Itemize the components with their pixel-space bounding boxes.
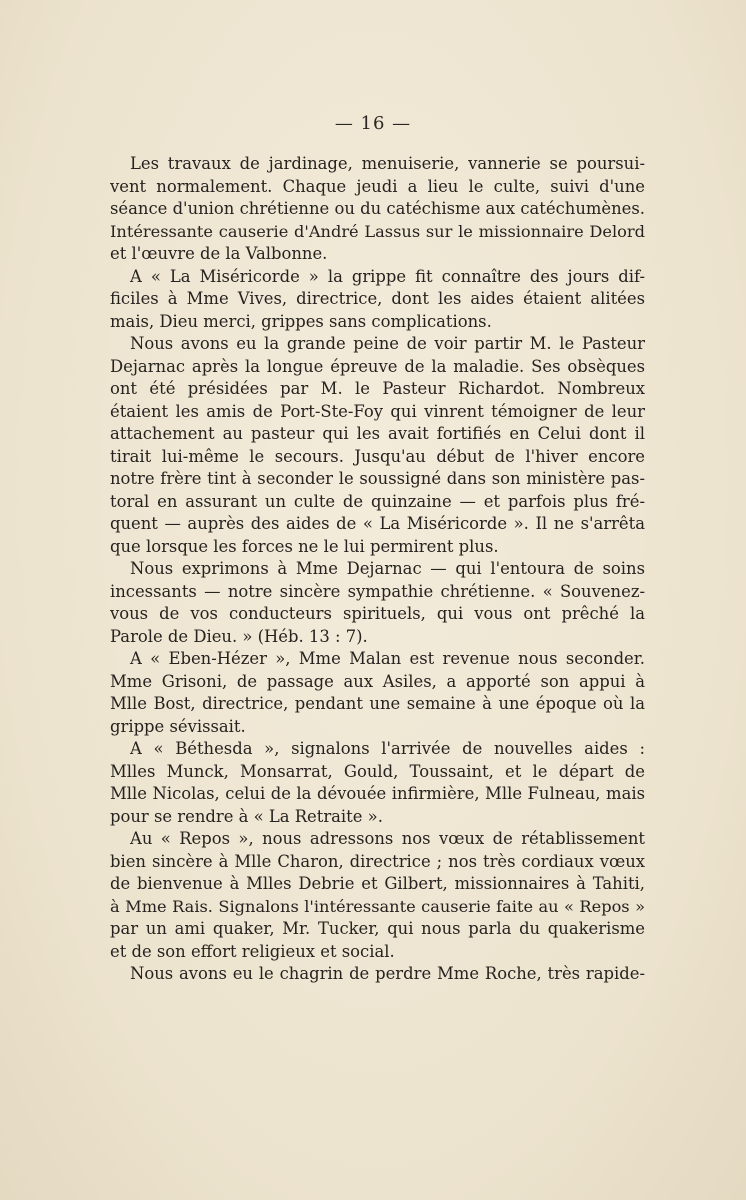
text-line: A « Béthesda », signalons l'arrivée de nouvelles aides : xyxy=(130,739,645,758)
text-line: grippe sévissait. xyxy=(110,716,246,736)
text-line: Nous avons eu la grande peine de voir partir M. le Pasteur xyxy=(130,334,645,353)
text-line: Les travaux de jardinage, menuiserie, vannerie se poursui- xyxy=(130,154,645,173)
text-line: A « Eben-Hézer », Mme Malan est revenue nous seconder. xyxy=(130,649,645,668)
text-line: séance d'union chrétienne ou du catéchisme aux catéchumènes. xyxy=(110,199,645,218)
text-line: incessants — notre sincère sympathie chrétienne. « Souvenez- xyxy=(110,581,645,601)
text-line: quent — auprès des aides de « La Miséricorde ». Il ne s'arrêta xyxy=(110,514,645,533)
page-number: — 16 — xyxy=(334,113,412,134)
text-line: et l'œuvre de la Valbonne. xyxy=(110,244,328,263)
body-text xyxy=(110,153,645,986)
text-line: Intéressante causerie d'André Lassus sur le missionnaire Delord xyxy=(110,221,645,241)
text-line: A « La Miséricorde » la grippe fit connaître des jours dif- xyxy=(130,266,645,286)
text-line: attachement au pasteur qui les avait fortifiés en Celui dont il xyxy=(110,424,645,443)
text-line: Nous exprimons à Mme Dejarnac — qui l'entoura de soins xyxy=(130,559,645,578)
text-line: Mlles Munck, Monsarrat, Gould, Toussaint, et le départ de xyxy=(110,761,645,781)
text-line: Mlle Bost, directrice, pendant une semaine à une époque où la xyxy=(110,694,645,713)
text-line: toral en assurant un culte de quinzaine — et parfois plus fré- xyxy=(110,491,645,511)
text-line: Parole de Dieu. » (Héb. 13 : 7). xyxy=(110,626,368,646)
text-line: Nous avons eu le chagrin de perdre Mme Roche, très rapide- xyxy=(130,964,645,983)
text-line: bien sincère à Mlle Charon, directrice ; nos très cordiaux vœux xyxy=(110,851,645,871)
text-line: pour se rendre à « La Retraite ». xyxy=(110,806,383,826)
text-line: notre frère tint à seconder le soussigné dans son ministère pas- xyxy=(110,469,645,488)
text-line: vous de vos conducteurs spirituels, qui vous ont prêché la xyxy=(110,604,645,623)
text-line: à Mme Rais. Signalons l'intéressante causerie faite au « Repos » xyxy=(110,896,645,916)
text-line: et de son effort religieux et social. xyxy=(110,941,395,961)
text-line: ont été présidées par M. le Pasteur Richardot. Nombreux xyxy=(110,379,645,398)
text-line: de bienvenue à Mlles Debrie et Gilbert, missionnaires à Tahiti, xyxy=(110,874,645,893)
text-line: Mlle Nicolas, celui de la dévouée infirmière, Mlle Fulneau, mais xyxy=(110,784,645,803)
text-line: tirait lui-même le secours. Jusqu'au début de l'hiver encore xyxy=(110,446,645,466)
text-line: ficiles à Mme Vives, directrice, dont les aides étaient alitées xyxy=(110,289,645,308)
text-line: Au « Repos », nous adressons nos vœux de rétablissement xyxy=(130,829,645,848)
text-line: étaient les amis de Port-Ste-Foy qui vinrent témoigner de leur xyxy=(110,401,645,421)
text-line: Dejarnac après la longue épreuve de la maladie. Ses obsèques xyxy=(110,356,645,376)
text-line: Mme Grisoni, de passage aux Asiles, a apporté son appui à xyxy=(110,671,645,691)
text-line: que lorsque les forces ne le lui permirent plus. xyxy=(110,536,499,556)
text-line: par un ami quaker, Mr. Tucker, qui nous parla du quakerisme xyxy=(110,919,645,938)
text-line: vent normalement. Chaque jeudi a lieu le culte, suivi d'une xyxy=(110,176,645,196)
text-line: mais, Dieu merci, grippes sans complications. xyxy=(110,311,492,331)
